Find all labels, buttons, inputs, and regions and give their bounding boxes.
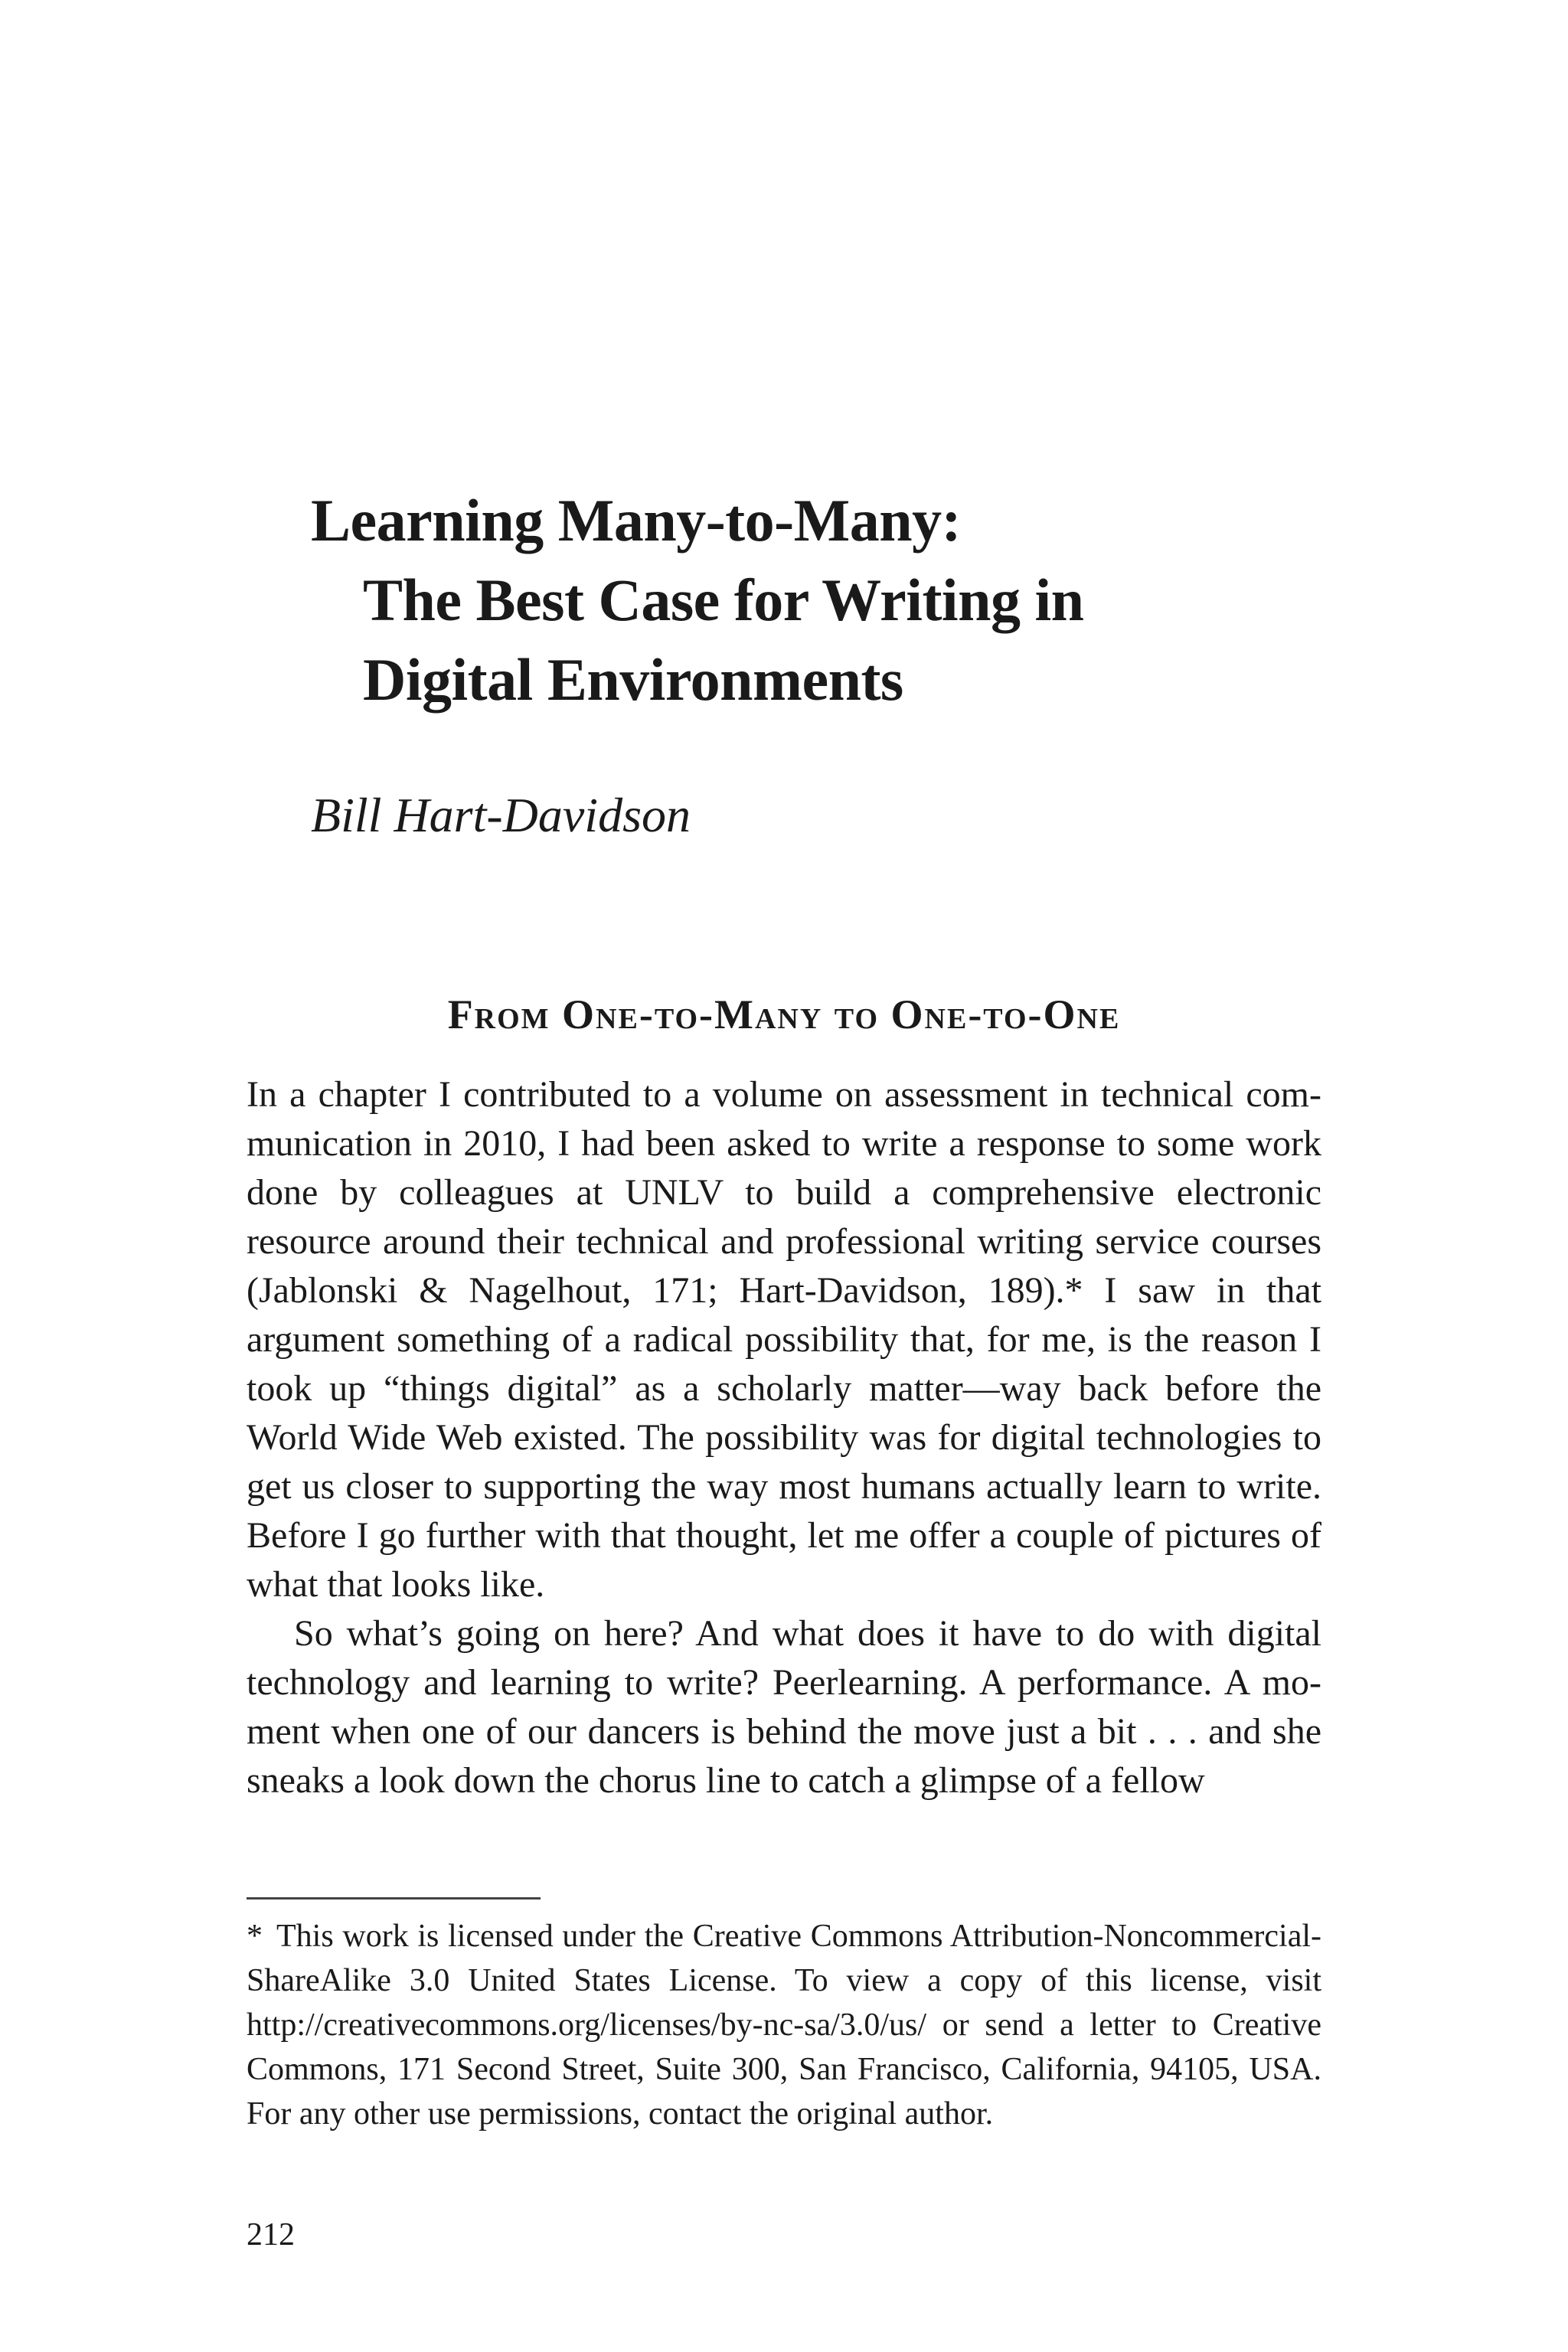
chapter-title	[311, 481, 1459, 720]
chapter-title-line-1: Learning Many-to-Many:	[311, 487, 962, 554]
body-paragraph-1: In a chapter I contributed to a volume on assessment in technical communication in 2010, I had been asked to write a response to some work done by colleagues at UNLV to build a comprehensive electronic resource around their technical and professional writing service courses (Jablonski & Nagelhout, 171; Hart-Davidson, 189).* I saw in that argument something of a radical possibility that, for me, is the reason I took up “things digital” as a scholarly matter—way back before the World Wide Web existed. The possibility was for digital technologies to get us closer to supporting the way most humans actually learn to write. Before I go further with that thought, let me offer a couple of pictures of what that looks like.	[247, 1074, 1321, 1605]
footnote-text: This work is licensed under the Creative Commons Attribution-Noncommercial-ShareAlike 3.0 United States License. To view a copy of this license, visit http://creativecommons.org/licenses/by-nc-sa/3.0/us/ or send a letter to Creative Commons, 171 Second Street, Suite 300, San Francisco, California, 94105, USA. For any other use permissions, contact the original author.	[247, 1919, 1321, 2132]
page-number: 212	[247, 2217, 295, 2252]
footnote	[247, 1914, 1321, 2136]
footnote-divider	[247, 1897, 541, 1900]
footnote-marker: *	[247, 1919, 263, 1954]
chapter-title-line-3: Digital Environments	[363, 646, 903, 713]
section-heading: From One-to-Many to One-to-One	[447, 991, 1121, 1037]
chapter-author: Bill Hart-Davidson	[311, 788, 691, 842]
body-paragraph-2: So what’s going on here? And what does it have to do with digital technology and learning to write? Peerlearning. A performance. A moment when one of our dancers is behind the move just a bit . . . and she sneaks a look down the chorus line to catch a glimpse of a fellow	[247, 1613, 1321, 1801]
chapter-title-line-2: The Best Case for Writing in	[363, 567, 1084, 633]
body-text	[247, 1070, 1321, 1805]
